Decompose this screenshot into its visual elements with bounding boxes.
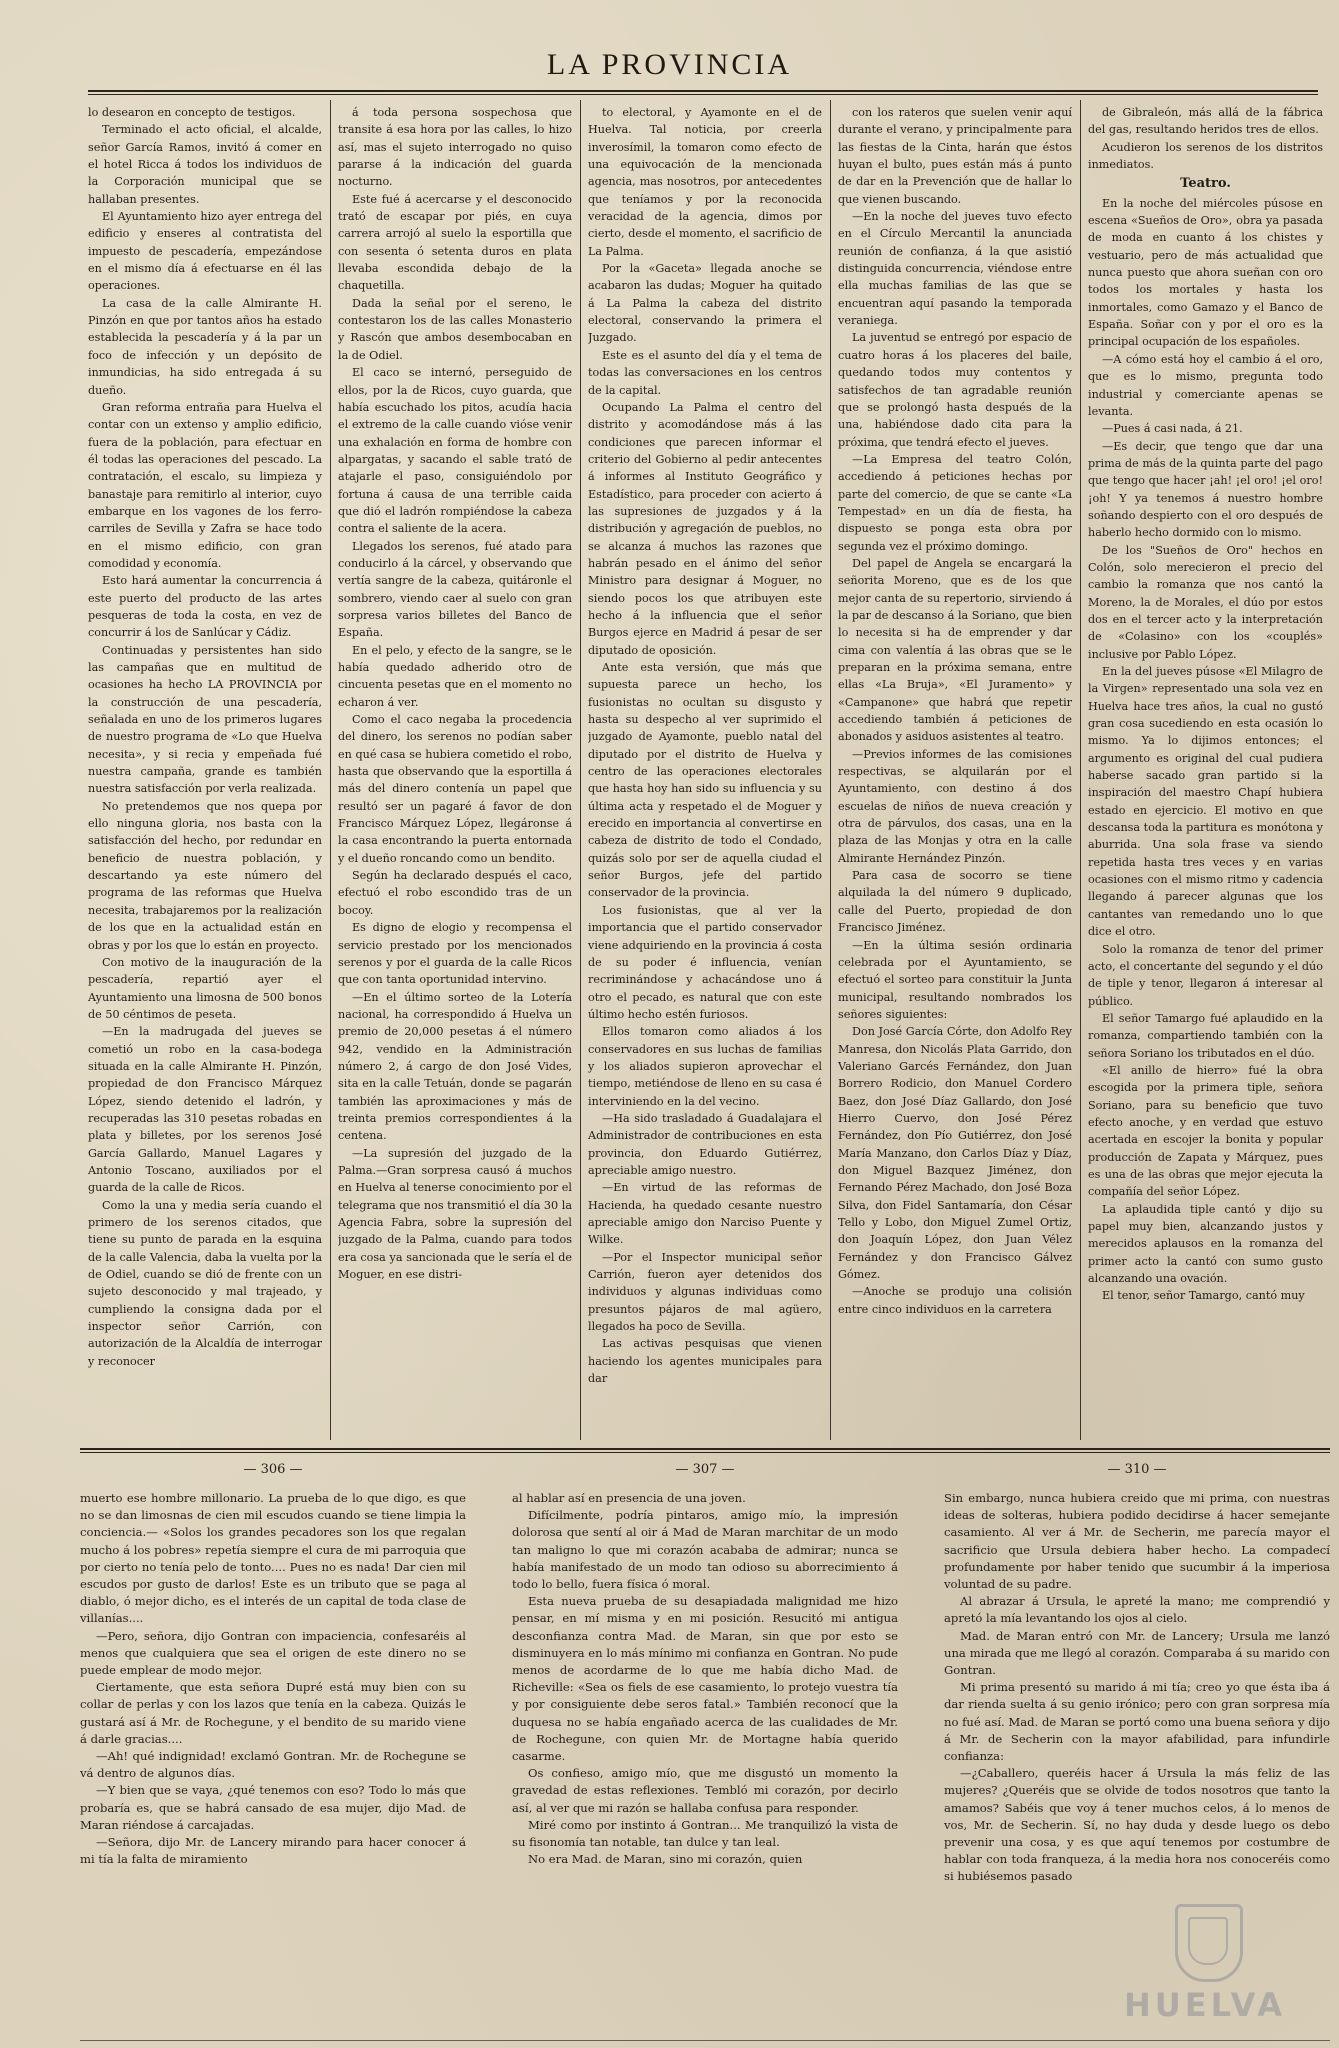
column-2 [338, 104, 572, 1442]
section-rule [80, 1448, 1330, 1450]
article-paragraph: Con motivo de la inauguración de la pescadería, repartió ayer el Ayuntamiento una limosna de 500 bonos de 50 céntimos de peseta. [88, 955, 322, 1021]
folletin-paragraph: Difícilmente, podría pintaros, amigo mío, la impresión dolorosa que sentí al oir á Mad de Maran marchitar de un modo tan maligno lo que mi corazón acababa de admirar; nunca se había manifestado de un modo tan odioso su aborrecimiento á todo lo bello, fuera física ó moral. [512, 1508, 898, 1592]
article-paragraph: —En la noche del jueves tuvo efecto en el Círculo Mercantil la anunciada reunión de confianza, á la que asistió distinguida concurrencia, viéndose entre ella muchas familias de las que se encuentran aquí pasando la temporada veraniega. [838, 210, 1072, 328]
article-paragraph: —La supresión del juzgado de la Palma.—Gran sorpresa causó á muchos en Huelva al tenerse conocimiento por el telegrama que nos transmitió el día 30 la Agencia Fabra, sobre la supresión del juzgado de la Palma, cuando para todos era cosa ya sancionada que le sería el de Moguer, en ese distri- [338, 1146, 572, 1282]
article-paragraph: Este fué á acercarse y el desconocido trató de escapar por piés, en cuya carrera arrojó al suelo la esportilla que con sesenta ó setenta duros en plata llevaba escondida debajo de la chaquetilla. [338, 192, 572, 293]
column-5 [1088, 104, 1323, 1442]
article-paragraph: —A cómo está hoy el cambio á el oro, que es lo mismo, pregunta todo industrial y comerciante apenas se levanta. [1088, 352, 1323, 418]
article-paragraph: —Anoche se produjo una colisión entre cinco individuos en la carretera [838, 1285, 1072, 1316]
article-paragraph: —En virtud de las reformas de Hacienda, ha quedado cesante nuestro apreciable amigo don Narciso Puente y Wilke. [588, 1181, 822, 1247]
article-paragraph: —En la madrugada del jueves se cometió un robo en la casa-bodega situada en la calle Almirante H. Pinzón, propiedad de don Francisco Márquez López, siendo detenido el ladrón, y recuperadas las 310 pesetas robadas en plata y billetes, por los serenos José García Gallardo, Manuel Lagares y Antonio Toscano, auxiliados por el guarda de la calle de Ricos. [88, 1025, 322, 1195]
article-paragraph: Como el caco negaba la procedencia del dinero, los serenos no podían saber en qué casa se hubiera cometido el robo, hasta que observando que la esportilla á más del dinero contenía un papel que resultó ser un pagaré á favor de don Francisco Márquez López, llegáronse á la casa encontrando la puerta entornada y el dueño roncando como un bendito. [338, 713, 572, 865]
page-number-306: — 306 — [243, 1462, 303, 1477]
folletin-paragraph: Mi prima presentó su marido á mi tía; creo yo que ésta iba á dar rienda suelta á su genio irónico; pero con gran sorpresa mía no fué así. Mad. de Maran se portó como una buena señora y dijo á Mr. de Secherin con la mayor afabilidad, para infundirle confianza: [944, 1680, 1330, 1764]
article-paragraph: Dada la señal por el sereno, le contestaron los de las calles Monasterio y Rascón que ambos desembocaban en la de Odiel. [338, 296, 572, 362]
column-divider [830, 100, 831, 1440]
article-paragraph: —Pues á casi nada, á 21. [1102, 422, 1243, 436]
article-paragraph: —Es decir, que tengo que dar una prima de más de la quinta parte del pago que tengo que hacer ¡ah! ¡el oro! ¡el oro! ¡oh! Y ya tenemos á nuestro hombre soñando despierto con el oro después de haberlo hecho dormido con lo mismo. [1088, 439, 1323, 540]
article-paragraph: Por la «Gaceta» llegada anoche se acabaron las dudas; Moguer ha quitado á La Palma la cabeza del distrito electoral, conservando la primera el Juzgado. [588, 262, 822, 345]
article-paragraph: El tenor, señor Tamargo, cantó muy [1102, 1289, 1305, 1303]
article-paragraph: Solo la romanza de tenor del primer acto, el concertante del segundo y el dúo de tiple y tenor, llegaron á interesar al público. [1088, 942, 1323, 1008]
folletin-paragraph: Esta nueva prueba de su desapiadada malignidad me hizo pensar, en mí misma y en mi posición. Resucitó mi antigua desconfianza contra Mad. de Maran, sin que por esto se disminuyera en lo más mínimo mi confianza en Gontran. No pude menos de acordarme de lo que me había dicho Mad. de Richeville: «Sea os fiels de ese casamiento, lo protejo vuestra tía y por consiguiente debe seros fatal.» También reconocí que la duquesa no se había engañado acerca de las cualidades de Mr. de Rochegune, con quien Mr. de Mortagne había querido casarme. [512, 1594, 898, 1764]
article-paragraph: Don José García Córte, don Adolfo Rey Manresa, don Nicolás Plata Garrido, don Valeriano Garcés Fernández, don Juan Borrero Rodicio, don Manuel Cordero Baez, don José Díaz Gallardo, don José Hierro Cuervo, don José Pérez Fernández, don Pío Gutiérrez, don José María Manzano, don Carlos Díaz y Díaz, don Miguel Bazquez Jiménez, don Fernando Pérez Machado, don José Boza Silva, don Fidel Santamaría, don César Tello y Lobo, don Miguel Zumel Ortiz, don Joaquín López, don Juan Vélez Fernández y don Francisco Gálvez Gómez. [838, 1025, 1072, 1282]
upper-section [88, 104, 1323, 1442]
folletin-paragraph: muerto ese hombre millonario. La prueba de lo que digo, es que no se dan limosnas de cien mil escudos cuando se tiene limpia la conciencia.— «Solos los grandes pecadores son los que regalan mucho á los pobres» repetía siempre el cura de mi parroquia que por cierto no tenía pelo de tonto.... Pues no es nada! Dar cien mil escudos por gusto de darlos! Este es un tributo que se paga al diablo, ó mejor dicho, es el interés de un capital de toda clase de villanías.... [80, 1491, 466, 1626]
article-paragraph: to electoral, y Ayamonte en el de Huelva. Tal noticia, por creerla inverosímil, la tomaron como efecto de una equivocación de la mencionada agencia, mas nosotros, por antecedentes que teníamos y por la reconocida veracidad de la agencia, dimos por cierto, desde el momento, el sacrificio de La Palma. [588, 106, 822, 258]
article-paragraph: De los "Sueños de Oro" hechos en Colón, solo merecieron el precio del cambio la romanza que nos cantó la Moreno, la de Morales, el dúo por estos dos en el tercer acto y la interpretación de «Colasino» con los «couplés» inclusive por Pablo López. [1088, 543, 1323, 661]
article-paragraph: La juventud se entregó por espacio de cuatro horas á los placeres del baile, quedando todos muy contentos y satisfechos de tan agradable reunión que se prolongó hasta después de la una, habiéndose dado cita para la próxima, que tendrá efecto el jueves. [838, 331, 1072, 449]
article-paragraph: —La Empresa del teatro Colón, accediendo á peticiones hechas por parte del comercio, de que se cante «La Tempestad» en un día de fiesta, ha dispuesto se ponga esta obra por segunda vez el próximo domingo. [838, 452, 1072, 553]
article-paragraph: «El anillo de hierro» fué la obra escogida por la primera tiple, señora Soriano, para su beneficio que tuvo efecto anoche, y en verdad que estuvo acertada en escojer la bonita y popular producción de Zapata y Márquez, pues es una de las obras que mejor ejecuta la compañía del señor López. [1088, 1063, 1323, 1199]
article-paragraph: con los rateros que suelen venir aquí durante el verano, y principalmente para las fiestas de la Cinta, harán que éstos huyan el bulto, pues están más á punto de dar en la Prevención que de hallar lo que vienen buscando. [838, 106, 1072, 206]
column-3 [588, 104, 822, 1442]
folletin-paragraph: Al abrazar á Ursula, le apreté la mano; me comprendió y apretó la mía levantando los ojos al cielo. [944, 1594, 1330, 1626]
watermark-text: HUELVA [1124, 1986, 1286, 2024]
article-paragraph: —Previos informes de las comisiones respectivas, se alquilarán por el Ayuntamiento, con destino á dos escuelas de niños de nueva creación y otra de párvulos, dos casas, una en la plaza de las Monjas y otra en la calle Almirante Hernández Pinzón. [838, 747, 1072, 865]
header-rule-thin [88, 94, 1318, 95]
article-paragraph: —En el último sorteo de la Lotería nacional, ha correspondido á Huelva un premio de 20,000 pesetas á el número 942, vendido en la Administración número 2, á cargo de don José Vides, sita en la calle Tetuán, donde se pagarán también las aproximaciones y más de treinta premios correspondientes á la centena. [338, 990, 572, 1143]
article-paragraph: —Ha sido trasladado á Guadalajara el Administrador de contribuciones en esta provincia, don Eduardo Gutiérrez, apreciable amigo nuestro. [588, 1111, 822, 1177]
folletin-paragraph: Miré como por instinto á Gontran... Me tranquilizó la vista de su fisonomía tan notable, tan dulce y tan leal. [512, 1817, 898, 1850]
article-paragraph: Ocupando La Palma el centro del distrito y acomodándose más á las condiciones que parecen informar el criterio del Gobierno al pedir antecentes á informes al Instituto Geográfico y Estadístico, para proceder con acierto á las supresiones de juzgados y á la distribución y agregación de pueblos, no se alcanza á muchos las razones que habrán pesado en el ánimo del señor Ministro para designar á Moguer, no siendo pocos los que atribuyen este hecho á la influencia que el señor Burgos ejerce en Madrid á pesar de ser diputado de oposición. [588, 400, 822, 657]
folletin-paragraph: No era Mad. de Maran, sino mi corazón, quien [528, 1852, 803, 1867]
article-paragraph: Este es el asunto del día y el tema de todas las conversaciones en los centros de la capital. [588, 348, 822, 397]
folletin-paragraph: Sin embargo, nunca hubiera creido que mi prima, con nuestras ideas de solteras, hubiera podido decidirse á hacer semejante casamiento. Al ver á Mr. de Secherin, me parecía mayor el sacrificio que Ursula debiera haber hecho. La compadecí profundamente por haber tenido que sucumbir á la imperiosa voluntad de su padre. [944, 1491, 1330, 1592]
section-heading: Teatro. [1180, 176, 1231, 192]
article-paragraph: La aplaudida tiple cantó y dijo su papel muy bien, alcanzando justos y merecidos aplausos en la romanza del primer acto la cantó con sumo gusto alcanzando una ovación. [1088, 1202, 1323, 1286]
folletin-paragraph: al hablar así en presencia de una joven. [512, 1491, 746, 1505]
folletin-column-2 [512, 1490, 898, 2040]
article-paragraph: Como la una y media sería cuando el primero de los serenos citados, que tiene su punto de parada en la esquina de la calle Valencia, daba la vuelta por la de Odiel, cuando se dió de frente con un sujeto desconocido y mal trajeado, y cumpliendo la consigna dada por el inspector señor Carrión, con autorización de la Alcaldía de interrogar y reconocer [88, 1198, 322, 1368]
article-paragraph: En el pelo, y efecto de la sangre, se le había quedado adherido otro de cincuenta pesetas que en el momento no echaron á ver. [338, 643, 572, 709]
folletin-paragraph: Os confieso, amigo mío, que me disgustó un momento la gravedad de estas reflexiones. Tembló mi corazón, por decirlo así, al ver que mi razón se hallaba confusa para responder. [512, 1766, 898, 1815]
column-divider [1080, 100, 1081, 1440]
folletin-paragraph: —Pero, señora, dijo Gontran con impaciencia, confesaréis al menos que cualquiera que sea el origen de este dinero no se puede emplear de modo mejor. [80, 1628, 466, 1678]
masthead-title: LA PROVINCIA [546, 48, 793, 81]
folletin-column-1 [80, 1490, 466, 2040]
folletin-paragraph: —¿Caballero, queréis hacer á Ursula la más feliz de las mujeres? ¿Queréis que se olvide de todos nosotros que tanto la amamos? Sabéis que voy á tener muchos celos, á lo menos de vos, Mr. de Secherin. Sí, no hay duda y desde luego os debo prevenir una cosa, y es que aquí tenemos por costumbre de hablar con toda franqueza, á la media hora nos conoceréis como si hubiésemos pasado [944, 1766, 1330, 1884]
article-paragraph: lo desearon en concepto de testigos. [88, 106, 296, 119]
article-paragraph: Los fusionistas, que al ver la importancia que el partido conservador viene adquiriendo en la provincia á costa de su poder é influencia, venían recriminándose y achacándose uno á otro el pecado, es natural que con este último hecho estén furiosos. [588, 903, 822, 1021]
article-paragraph: El Ayuntamiento hizo ayer entrega del edificio y enseres al contratista del impuesto de pescadería, empezándose en el mismo día á efectuarse en él las operaciones. [88, 210, 322, 293]
article-paragraph: Según ha declarado después el caco, efectuó el robo escondido tras de un bocoy. [338, 869, 572, 917]
page-number-307: — 307 — [675, 1462, 735, 1477]
article-paragraph: En la del jueves púsose «El Milagro de la Virgen» representado una sola vez en Huelva hace tres años, la cual no gustó gran cosa sucediendo en esta ocasión lo mismo. Ya lo dijimos entonces; el argumento es original del cual pudiera haberse sacado gran partido si la inspiración del maestro Chapí hubiera estado en ejercicio. El motivo en que descansa toda la partitura es monótona y aburrida. Una sola frase va siendo repetida hasta tres veces y en varias ocasiones con el mismo ritmo y cadencia llegando á parecer algunas que los cantantes van remedando uno lo que dice el otro. [1088, 665, 1323, 939]
article-paragraph: Para casa de socorro se tiene alquilada la del número 9 duplicado, calle del Puerto, propiedad de don Francisco Jiménez. [838, 869, 1072, 935]
article-paragraph: El caco se internó, perseguido de ellos, por la de Ricos, cuyo guarda, que había escuchado los pitos, acudía hacia el extremo de la calle cuando vióse venir una exhalación en forma de hombre con alpargatas, y sacando el sable trató de atajarle el paso, consiguiéndolo por fortuna á causa de una terrible caida que dió el ladrón rompiéndose la cabeza contra el saliente de la acera. [338, 366, 572, 536]
article-paragraph: —Por el Inspector municipal señor Carrión, fueron ayer detenidos dos individuos y algunas individuas como presuntos pájaros de mal agüero, llegados ha poco de Sevilla. [588, 1250, 822, 1334]
article-paragraph: Acudieron los serenos de los distritos inmediatos. [1088, 140, 1323, 172]
article-paragraph: de Gibraleón, más allá de la fábrica del gas, resultando heridos tres de ellos. [1088, 106, 1323, 137]
article-paragraph: Del papel de Angela se encargará la señorita Moreno, que es de los que mejor canta de su repertorio, sirviendo á la par de descanso á la Soriano, que bien lo necesita si ha de emprender y dar cima con valentía á las obras que se le preparan en la próxima semana, entre ellas «La Bruja», «El Juramento» y «Campanone» que habrá que repetir accediendo también á peticiones de abonados y asiduos asistentes al teatro. [838, 556, 1072, 744]
footer-rule [80, 2040, 1330, 2041]
article-paragraph: No pretendemos que nos quepa por ello ninguna gloria, nos basta con la satisfacción del hecho, por redundar en beneficio de nuestra población, y descartando ya este número del programa de las reformas que Huelva necesita, trabajaremos por la realización de los que en la actualidad están en obras y por los que lo están en proyecto. [88, 799, 322, 952]
article-paragraph: Ellos tomaron como aliados á los conservadores en sus luchas de familias y los aliados supieron aprovechar el tiempo, metiéndose de lleno en su casa é interviniendo en la del vecino. [588, 1025, 822, 1108]
shield-crest-icon [1175, 1904, 1243, 1982]
article-paragraph: Terminado el acto oficial, el alcalde, señor García Ramos, invitó á comer en el hotel Ricca á todos los individuos de la Corporación municipal que se hallaban presentes. [88, 123, 322, 206]
article-paragraph: La casa de la calle Almirante H. Pinzón en que por tantos años ha estado establecida la pescadería y á la par un foco de infección y un depósito de inmundicias, ha sido entregada á su dueño. [88, 296, 322, 397]
column-1 [88, 104, 322, 1442]
article-paragraph: Ante esta versión, que más que supuesta parece un hecho, los fusionistas no ocultan su disgusto y hasta su despecho al ver suprimido el juzgado de Ayamonte, pueblo natal del diputado por el distrito de Huelva y centro de las operaciones electorales que hasta hoy han sido su influencia y su última acta y respetado el de Moguer y erecido en importancia al convertirse en cabeza de distrito de todo el Condado, quizás solo por ser de aquella ciudad el señor Burgos, jefe del partido conservador de la provincia. [588, 661, 822, 900]
header-rule [88, 90, 1318, 92]
article-paragraph: Esto hará aumentar la concurrencia á este puerto del producto de las artes pesqueras de toda la costa, en vez de concurrir á los de Sanlúcar y Cádiz. [88, 574, 322, 640]
article-paragraph: El señor Tamargo fué aplaudido en la romanza, compartiendo también con la señora Soriano los tributados en el dúo. [1088, 1011, 1323, 1060]
folletin-paragraph: —Señora, dijo Mr. de Lancery mirando para hacer conocer á mi tía la falta de miramiento [80, 1835, 466, 1867]
article-paragraph: Llegados los serenos, fué atado para conducirlo á la cárcel, y observando que vertía sangre de la cabeza, quitáronle el sombrero, viendo caer al suelo con gran sorpresa varios billetes del Banco de España. [338, 539, 572, 640]
column-divider [580, 100, 581, 1440]
article-paragraph: Continuadas y persistentes han sido las campañas que en multitud de ocasiones ha hecho LA PROVINCIA por la construcción de una pescadería, señalada en uno de los primeros lugares de nuestro programa de «Lo que Huelva necesita», y si recia y empeñada fué nuestra campaña, grande es también nuestra satisfacción por verla realizada. [88, 643, 322, 796]
page-number-310: — 310 — [1107, 1462, 1167, 1477]
folletin-paragraph: Ciertamente, que esta señora Dupré está muy bien con su collar de perlas y con los lazos que tenía en la cabeza. Quizás le gustará así á Mr. de Rochegune, y el bendito de su marido viene á darle gracias.... [80, 1680, 466, 1746]
folletin-paragraph: Mad. de Maran entró con Mr. de Lancery; Ursula me lanzó una mirada que me llegó al corazón. Comparaba á su marido con Gontran. [944, 1628, 1330, 1678]
folletin-paragraph: —Ah! qué indignidad! exclamó Gontran. Mr. de Rochegune se vá dentro de algunos días. [80, 1749, 466, 1781]
article-paragraph: á toda persona sospechosa que transite á esa hora por las calles, lo hizo así, mas el sujeto interrogado no quiso pararse á la indicación del guarda nocturno. [338, 106, 572, 189]
article-paragraph: En la noche del miércoles púsose en escena «Sueños de Oro», obra ya pasada de moda en cuanto á los chistes y vestuario, pero de más actualidad que nunca puesto que ahora sueñan con oro todos los mortales y hasta los inmortales, como Gamazo y el Banco de España. Soñar con y por el oro es la principal ocupación de los españoles. [1088, 196, 1323, 349]
column-divider [330, 100, 331, 1440]
article-paragraph: Las activas pesquisas que vienen haciendo los agentes municipales para dar [588, 1337, 822, 1386]
article-paragraph: Gran reforma entraña para Huelva el contar con un extenso y amplio edificio, fuera de la población, para efectuar en él todas las operaciones del pescado. La contratación, el escalo, su limpieza y banastaje para remitirlo al interior, cuyo embarque en los vagones de los ferro-carriles de Sevilla y Zafra se hace todo en el mismo edificio, con gran comodidad y economía. [88, 400, 322, 570]
column-4 [838, 104, 1072, 1442]
archive-watermark [1105, 1904, 1305, 2024]
section-rule-thin [80, 1452, 1330, 1453]
article-paragraph: —En la última sesión ordinaria celebrada por el Ayuntamiento, se efectuó el sorteo para constituir la Junta municipal, resultando nombrados los señores siguientes: [838, 938, 1072, 1021]
article-paragraph: Es digno de elogio y recompensa el servicio prestado por los mencionados serenos y por el guarda de la calle Ricos que con tanta oportunidad intervino. [338, 921, 572, 987]
folletin-paragraph: —Y bien que se vaya, ¿qué tenemos con eso? Todo lo más que probaría es, que se habrá cansado de esa mujer, dijo Mad. de Maran riéndose á carcajadas. [80, 1783, 466, 1832]
